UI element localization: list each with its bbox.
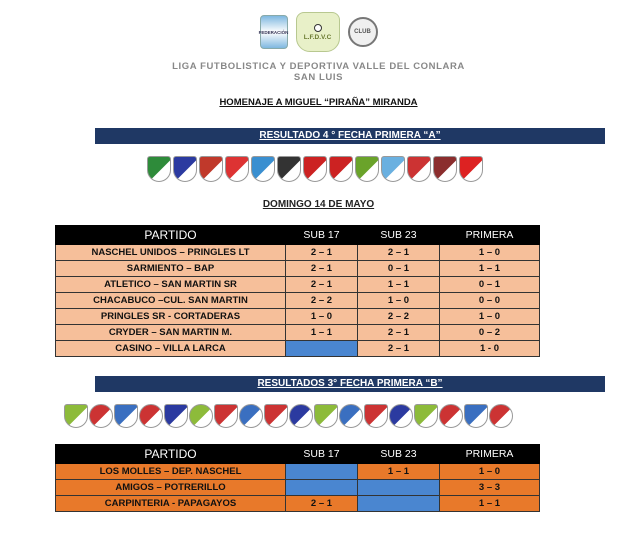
- table-row: [56, 277, 540, 293]
- org-name: LIGA FUTBOLISTICA Y DEPORTIVA VALLE DEL CONLARA: [172, 61, 465, 72]
- table-row: [56, 341, 540, 357]
- club-crest-icon: [225, 156, 249, 182]
- cell-sub23: 1 – 1: [358, 277, 440, 293]
- col-primera: PRIMERA: [440, 226, 540, 245]
- cell-sub17: [286, 464, 358, 480]
- club-crest-icon: [264, 404, 288, 428]
- cell-primera: 1 – 1: [440, 496, 540, 512]
- club-crest-icon: [407, 156, 431, 182]
- cell-primera: 1 – 0: [440, 309, 540, 325]
- cell-partido: PRINGLES SR - CORTADERAS: [56, 309, 286, 325]
- cell-partido: CHACABUCO –CUL. SAN MARTIN: [56, 293, 286, 309]
- org-location: SAN LUIS: [293, 72, 344, 83]
- table-row: [56, 496, 540, 512]
- league-logo: [296, 12, 340, 52]
- cell-sub23: 1 – 1: [358, 464, 440, 480]
- club-crest-icon: [414, 404, 438, 428]
- cell-sub23: 0 – 1: [358, 261, 440, 277]
- cell-sub17: 2 – 1: [286, 277, 358, 293]
- club-crest-icon: [251, 156, 275, 182]
- federation-logo: [260, 15, 288, 49]
- table-row: [56, 464, 540, 480]
- section-a-results-table: [55, 225, 540, 357]
- cell-primera: 0 – 0: [440, 293, 540, 309]
- league-logo-text: L.F.D.V.C: [303, 33, 332, 41]
- cell-sub23: [358, 480, 440, 496]
- table-row: [56, 325, 540, 341]
- col-partido: PARTIDO: [56, 445, 286, 464]
- club-crest-icon: [64, 404, 88, 428]
- col-sub17: SUB 17: [286, 445, 358, 464]
- club-crest-icon: [289, 404, 313, 428]
- cell-sub17: 2 – 1: [286, 245, 358, 261]
- club-crest-icon: [214, 404, 238, 428]
- col-sub23: SUB 23: [358, 445, 440, 464]
- club-crest-icon: [189, 404, 213, 428]
- club-crest-icon: [164, 404, 188, 428]
- col-sub17: SUB 17: [286, 226, 358, 245]
- club-crest-icon: [339, 404, 363, 428]
- cell-primera: 1 – 0: [440, 464, 540, 480]
- table-row: [56, 245, 540, 261]
- club-crest-icon: [139, 404, 163, 428]
- cell-partido: AMIGOS – POTRERILLO: [56, 480, 286, 496]
- cell-sub17: [286, 341, 358, 357]
- cell-primera: 0 – 2: [440, 325, 540, 341]
- club-crest-icon: [314, 404, 338, 428]
- cell-partido: CASINO – VILLA LARCA: [56, 341, 286, 357]
- club-seal-logo: [348, 17, 378, 47]
- section-a-crests: [147, 156, 483, 182]
- club-crest-icon: [239, 404, 263, 428]
- cell-primera: 0 – 1: [440, 277, 540, 293]
- table-row: [56, 309, 540, 325]
- cell-primera: 3 – 3: [440, 480, 540, 496]
- cell-sub17: 1 – 1: [286, 325, 358, 341]
- cell-sub23: 2 – 1: [358, 245, 440, 261]
- col-partido: PARTIDO: [56, 226, 286, 245]
- section-a-date: DOMINGO 14 DE MAYO: [262, 199, 375, 210]
- cell-primera: 1 - 0: [440, 341, 540, 357]
- club-crest-icon: [173, 156, 197, 182]
- section-b-results-table: [55, 444, 540, 512]
- cell-sub23: 1 – 0: [358, 293, 440, 309]
- cell-primera: 1 – 1: [440, 261, 540, 277]
- cell-sub23: 2 – 1: [358, 325, 440, 341]
- table-row: [56, 261, 540, 277]
- club-crest-icon: [277, 156, 301, 182]
- club-crest-icon: [199, 156, 223, 182]
- soccer-ball-icon: [314, 24, 322, 32]
- section-a-table-body: [56, 245, 540, 357]
- cell-sub17: 2 – 1: [286, 496, 358, 512]
- cell-sub23: 2 – 2: [358, 309, 440, 325]
- club-crest-icon: [364, 404, 388, 428]
- cell-partido: CARPINTERIA - PAPAGAYOS: [56, 496, 286, 512]
- table-header-row: [56, 445, 540, 464]
- club-crest-icon: [89, 404, 113, 428]
- club-crest-icon: [329, 156, 353, 182]
- col-primera: PRIMERA: [440, 445, 540, 464]
- section-b-banner: RESULTADOS 3° FECHA PRIMERA “B”: [95, 376, 605, 392]
- federation-logo-text: FEDERACIÓN: [258, 29, 289, 35]
- club-seal-text: CLUB: [354, 29, 371, 35]
- cell-sub17: 1 – 0: [286, 309, 358, 325]
- club-crest-icon: [433, 156, 457, 182]
- table-row: [56, 480, 540, 496]
- cell-primera: 1 – 0: [440, 245, 540, 261]
- cell-partido: NASCHEL UNIDOS – PRINGLES LT: [56, 245, 286, 261]
- club-crest-icon: [464, 404, 488, 428]
- cell-sub23: 2 – 1: [358, 341, 440, 357]
- club-crest-icon: [381, 156, 405, 182]
- club-crest-icon: [147, 156, 171, 182]
- table-header-row: [56, 226, 540, 245]
- section-a-banner: RESULTADO 4 ° FECHA PRIMERA “A”: [95, 128, 605, 144]
- cell-sub23: [358, 496, 440, 512]
- cell-partido: ATLETICO – SAN MARTIN SR: [56, 277, 286, 293]
- club-crest-icon: [389, 404, 413, 428]
- club-crest-icon: [303, 156, 327, 182]
- section-b-table-body: [56, 464, 540, 512]
- club-crest-icon: [459, 156, 483, 182]
- cell-sub17: 2 – 1: [286, 261, 358, 277]
- club-crest-icon: [439, 404, 463, 428]
- club-crest-icon: [355, 156, 379, 182]
- cell-sub17: 2 – 2: [286, 293, 358, 309]
- section-b-crests: [64, 404, 513, 428]
- homenaje-title: HOMENAJE A MIGUEL “PIRAÑA” MIRANDA: [219, 97, 418, 108]
- cell-sub17: [286, 480, 358, 496]
- cell-partido: SARMIENTO – BAP: [56, 261, 286, 277]
- col-sub23: SUB 23: [358, 226, 440, 245]
- header-logos: [0, 10, 637, 54]
- club-crest-icon: [489, 404, 513, 428]
- table-row: [56, 293, 540, 309]
- cell-partido: LOS MOLLES – DEP. NASCHEL: [56, 464, 286, 480]
- cell-partido: CRYDER – SAN MARTIN M.: [56, 325, 286, 341]
- club-crest-icon: [114, 404, 138, 428]
